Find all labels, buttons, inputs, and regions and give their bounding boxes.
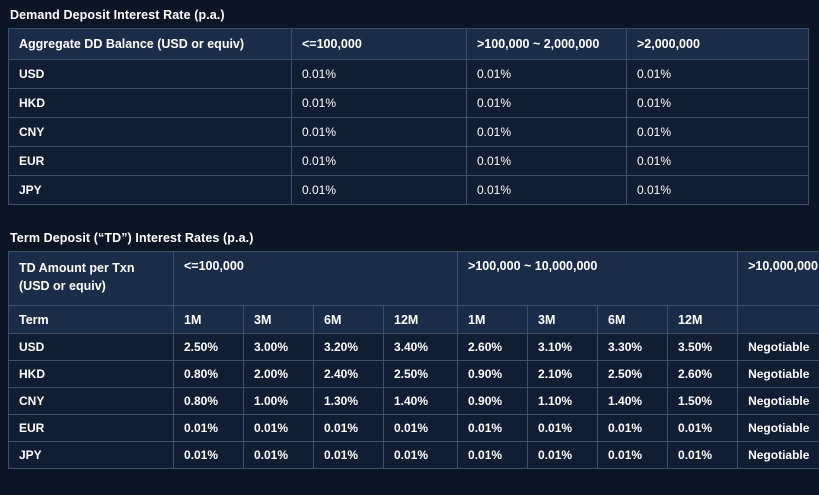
td-rate: 1.50% (668, 388, 738, 415)
td-rate: 2.60% (668, 361, 738, 388)
td-rate: 0.01% (458, 442, 528, 469)
table-row (9, 118, 809, 147)
table-row (9, 60, 809, 89)
dd-rate: 0.01% (292, 89, 467, 118)
td-header-band-3: >10,000,000 (738, 252, 819, 306)
td-rate: 2.50% (174, 334, 244, 361)
table-header-row (9, 29, 809, 60)
td-negotiable: Negotiable (738, 334, 819, 361)
dd-rate: 0.01% (292, 147, 467, 176)
td-rate: 0.90% (458, 388, 528, 415)
dd-rate: 0.01% (467, 147, 627, 176)
td-rate: 0.01% (174, 415, 244, 442)
td-header-term-12m-b2: 12M (668, 306, 738, 334)
dd-rate: 0.01% (292, 176, 467, 205)
table-row (9, 442, 819, 469)
td-rate: 3.50% (668, 334, 738, 361)
td-rate: 0.01% (598, 415, 668, 442)
td-rate: 3.10% (528, 334, 598, 361)
td-header-band-2: >100,000 ~ 10,000,000 (458, 252, 738, 306)
term-deposit-title: Term Deposit (“TD”) Interest Rates (p.a.) (10, 231, 254, 245)
td-rate: 0.80% (174, 361, 244, 388)
dd-header-band-1: <=100,000 (292, 29, 467, 60)
td-rate: 2.00% (244, 361, 314, 388)
td-rate: 0.01% (528, 442, 598, 469)
td-rate: 2.60% (458, 334, 528, 361)
table-row (9, 388, 819, 415)
dd-currency-label: EUR (9, 147, 292, 176)
td-rate: 0.01% (528, 415, 598, 442)
td-rate: 0.90% (458, 361, 528, 388)
dd-header-band-2: >100,000 ~ 2,000,000 (467, 29, 627, 60)
dd-rate: 0.01% (627, 118, 809, 147)
td-rate: 0.01% (598, 442, 668, 469)
td-header-term-1m-b2: 1M (458, 306, 528, 334)
td-rate: 1.30% (314, 388, 384, 415)
td-rate: 0.01% (174, 442, 244, 469)
demand-deposit-table (8, 28, 809, 205)
dd-rate: 0.01% (467, 60, 627, 89)
td-rate: 2.10% (528, 361, 598, 388)
table-header-row (9, 252, 819, 306)
td-header-amount (9, 252, 174, 306)
dd-rate: 0.01% (627, 60, 809, 89)
table-row (9, 415, 819, 442)
dd-rate: 0.01% (467, 118, 627, 147)
dd-currency-label: HKD (9, 89, 292, 118)
td-rate: 0.01% (244, 415, 314, 442)
dd-rate: 0.01% (292, 60, 467, 89)
td-header-term-3m-b2: 3M (528, 306, 598, 334)
td-header-band-3-blank (738, 306, 819, 334)
table-row (9, 361, 819, 388)
table-row (9, 176, 809, 205)
td-negotiable: Negotiable (738, 415, 819, 442)
dd-currency-label: USD (9, 60, 292, 89)
td-rate: 0.01% (314, 415, 384, 442)
td-rate: 0.01% (384, 442, 458, 469)
td-negotiable: Negotiable (738, 442, 819, 469)
td-header-term: Term (9, 306, 174, 334)
dd-header-band-3: >2,000,000 (627, 29, 809, 60)
table-header-row (9, 306, 819, 334)
dd-rate: 0.01% (627, 147, 809, 176)
dd-rate: 0.01% (467, 89, 627, 118)
td-rate: 1.40% (598, 388, 668, 415)
section-spacer (8, 205, 811, 231)
dd-currency-label: CNY (9, 118, 292, 147)
td-header-term-6m-b2: 6M (598, 306, 668, 334)
td-rate: 0.01% (244, 442, 314, 469)
td-rate: 0.01% (384, 415, 458, 442)
td-rate: 0.80% (174, 388, 244, 415)
td-rate: 0.01% (314, 442, 384, 469)
td-rate: 2.50% (598, 361, 668, 388)
td-rate: 3.00% (244, 334, 314, 361)
td-rate: 2.50% (384, 361, 458, 388)
dd-rate: 0.01% (292, 118, 467, 147)
td-header-term-6m-b1: 6M (314, 306, 384, 334)
td-header-amount-line1: TD Amount per Txn (19, 261, 135, 275)
term-deposit-table (8, 251, 819, 469)
td-rate: 0.01% (668, 415, 738, 442)
dd-rate: 0.01% (467, 176, 627, 205)
dd-rate: 0.01% (627, 176, 809, 205)
td-negotiable: Negotiable (738, 361, 819, 388)
table-row (9, 89, 809, 118)
td-rate: 3.40% (384, 334, 458, 361)
td-rate: 3.30% (598, 334, 668, 361)
td-rate: 1.10% (528, 388, 598, 415)
dd-rate: 0.01% (627, 89, 809, 118)
td-rate: 0.01% (668, 442, 738, 469)
td-currency-label: JPY (9, 442, 174, 469)
td-header-band-1: <=100,000 (174, 252, 458, 306)
table-row (9, 147, 809, 176)
td-header-term-3m-b1: 3M (244, 306, 314, 334)
td-rate: 2.40% (314, 361, 384, 388)
td-negotiable: Negotiable (738, 388, 819, 415)
demand-deposit-title: Demand Deposit Interest Rate (p.a.) (10, 8, 225, 22)
td-rate: 0.01% (458, 415, 528, 442)
td-currency-label: CNY (9, 388, 174, 415)
td-currency-label: EUR (9, 415, 174, 442)
td-header-term-1m-b1: 1M (174, 306, 244, 334)
td-rate: 1.40% (384, 388, 458, 415)
td-header-term-12m-b1: 12M (384, 306, 458, 334)
dd-header-balance: Aggregate DD Balance (USD or equiv) (9, 29, 292, 60)
td-currency-label: USD (9, 334, 174, 361)
dd-currency-label: JPY (9, 176, 292, 205)
td-rate: 3.20% (314, 334, 384, 361)
table-row (9, 334, 819, 361)
td-header-amount-line2: (USD or equiv) (19, 279, 106, 294)
td-currency-label: HKD (9, 361, 174, 388)
td-rate: 1.00% (244, 388, 314, 415)
